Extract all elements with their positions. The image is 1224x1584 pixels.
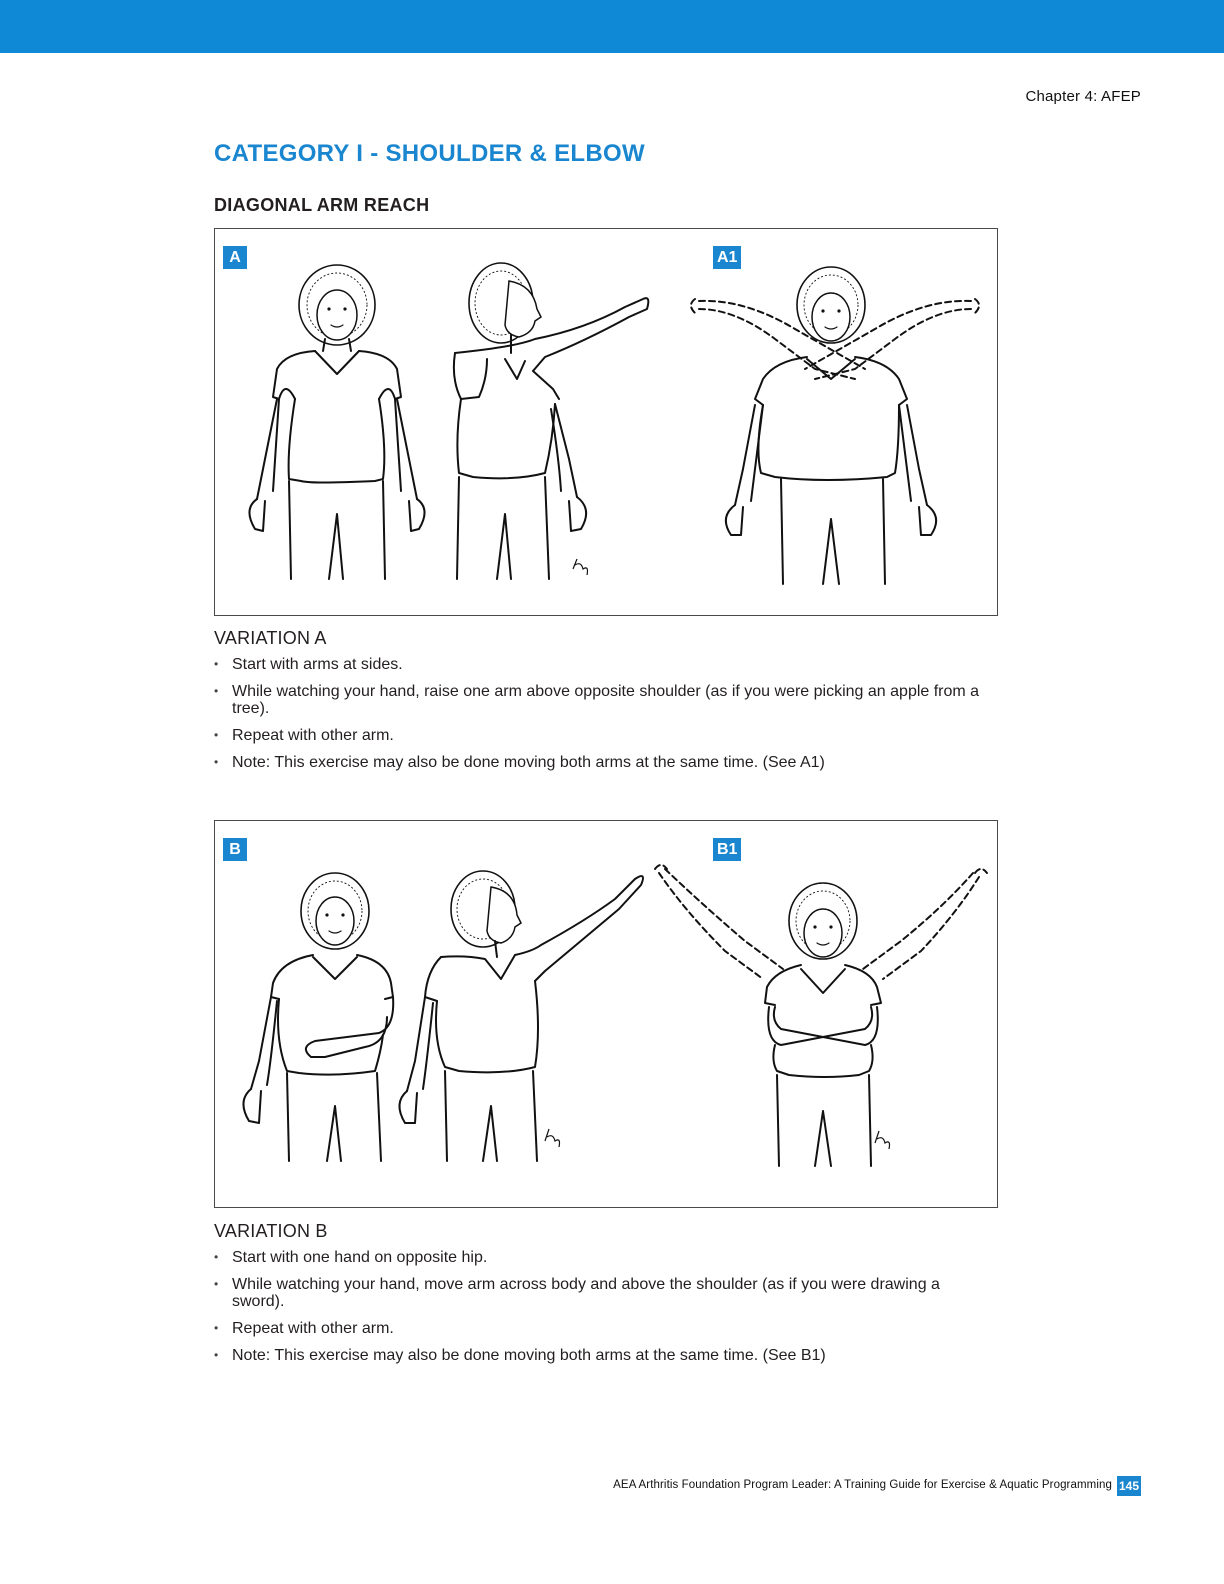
bullet-icon: • [214, 1321, 219, 1335]
page-number: 145 [1117, 1476, 1141, 1496]
figure-label-a1: A1 [713, 246, 741, 269]
figure-label-a: A [223, 246, 247, 269]
list-item: • While watching your hand, raise one arm above opposite shoulder (as if you were picking an apple from a tree). [214, 683, 980, 717]
exercise-illustration-b [215, 821, 999, 1209]
bullet-icon: • [214, 755, 219, 769]
bullet-icon: • [214, 1277, 219, 1291]
woman-both-arms-crossing-icon [691, 267, 979, 584]
bullet-icon: • [214, 728, 219, 742]
woman-hand-on-hip-icon [243, 873, 393, 1161]
chapter-label: Chapter 4: AFEP [1025, 88, 1141, 105]
bullet-icon: • [214, 684, 219, 698]
woman-arms-crossed-raised-icon [655, 865, 987, 1166]
bullet-icon: • [214, 657, 219, 671]
exercise-title: DIAGONAL ARM REACH [214, 195, 430, 215]
bullet-icon: • [214, 1250, 219, 1264]
variation-a-steps [214, 656, 994, 781]
list-item: • Start with arms at sides. [214, 656, 403, 673]
list-item: • Start with one hand on opposite hip. [214, 1249, 488, 1266]
woman-drawing-sword-icon [399, 871, 643, 1161]
figure-a-illustration [214, 228, 998, 616]
footer-text: AEA Arthritis Foundation Program Leader: A Training Guide for Exercise & Aquatic Programming [613, 1479, 1112, 1491]
variation-b-heading: VARIATION B [214, 1221, 328, 1241]
header-band [0, 0, 1224, 53]
list-item: • Repeat with other arm. [214, 1320, 394, 1337]
woman-arms-at-sides-icon [249, 265, 424, 579]
woman-reaching-across-icon [454, 263, 648, 579]
figure-label-b1: B1 [713, 838, 741, 861]
figure-label-b: B [223, 838, 247, 861]
bullet-icon: • [214, 1348, 219, 1362]
list-item: • Note: This exercise may also be done moving both arms at the same time. (See B1) [214, 1347, 826, 1364]
exercise-illustration-a [215, 229, 999, 617]
figure-b-illustration [214, 820, 998, 1208]
variation-a-heading: VARIATION A [214, 628, 327, 648]
list-item: • While watching your hand, move arm across body and above the shoulder (as if you were drawing a sword). [214, 1276, 940, 1310]
list-item: • Repeat with other arm. [214, 727, 394, 744]
list-item: • Note: This exercise may also be done moving both arms at the same time. (See A1) [214, 754, 825, 771]
category-title: CATEGORY I - SHOULDER & ELBOW [214, 140, 645, 167]
variation-b-steps [214, 1249, 994, 1374]
